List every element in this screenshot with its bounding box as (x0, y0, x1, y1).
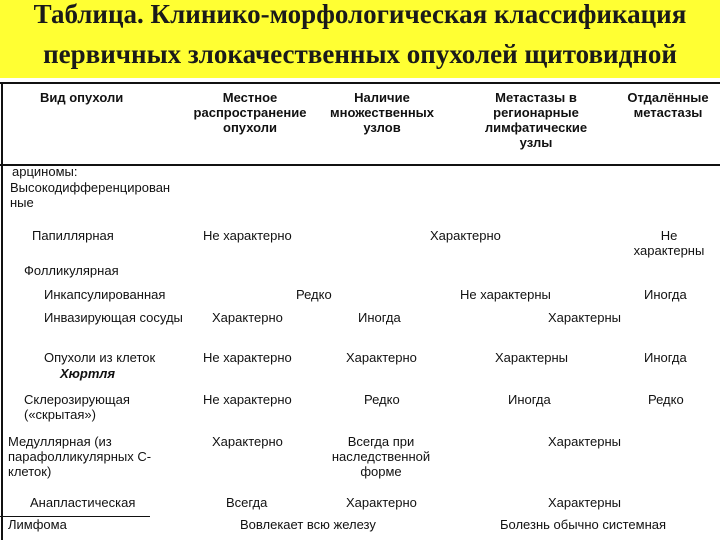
lymphoma-local: Вовлекает всю железу (240, 517, 376, 532)
medullary-regional: Характерны (548, 434, 621, 449)
invasive-regional: Характерны (548, 310, 621, 325)
papillary-name: Папиллярная (32, 228, 114, 243)
anaplastic-regional: Характерны (548, 495, 621, 510)
lymphoma-name: Лимфома (8, 517, 67, 532)
header-type: Вид опухоли (40, 90, 124, 105)
medullary-name: Медуллярная (из парафолликулярных С-клеток) (8, 434, 152, 479)
papillary-local: Не характерно (203, 228, 292, 243)
table-top-border (0, 82, 720, 84)
sclerosing-local: Не характерно (203, 392, 292, 407)
classification-table (0, 82, 720, 540)
anaplastic-local: Всегда (226, 495, 268, 510)
invasive-name: Инвазирующая сосуды (44, 310, 183, 325)
anaplastic-name: Анапластическая (30, 495, 136, 510)
lymphoma-regional: Болезнь обычно системная (500, 517, 667, 532)
header-regional: Метастазы в регионарные лимфатические узлы (484, 90, 588, 150)
invasive-multi: Иногда (358, 310, 401, 325)
slide-title (0, 0, 720, 74)
encaps-distant: Иногда (644, 287, 687, 302)
hurthle-local: Не характерно (203, 350, 292, 365)
title-line-2: первичных злокачественных опухолей щитовидной (43, 39, 677, 69)
medullary-local: Характерно (212, 434, 283, 449)
header-distant: Отдалённые метастазы (627, 90, 709, 120)
encaps-name: Инкапсулированная (44, 287, 166, 302)
carcinoma-label: арциномы: (12, 164, 78, 179)
hurthle-regional: Характерны (495, 350, 568, 365)
title-line-1: Таблица. Клинико-морфологическая классификация (33, 0, 687, 29)
papillary-distant: Не характерны (633, 228, 705, 258)
sclerosing-regional: Иногда (508, 392, 551, 407)
sclerosing-name: Склерозирующая («скрытая») (24, 392, 130, 422)
high-diff-label: Высокодифференцирован ные (10, 180, 171, 210)
sclerosing-multi: Редко (364, 392, 400, 407)
medullary-multi: Всегда при наследственной форме (331, 434, 431, 479)
follicular-label: Фолликулярная (24, 263, 119, 278)
papillary-mid: Характерно (430, 228, 501, 243)
encaps-local: Редко (296, 287, 332, 302)
invasive-local: Характерно (212, 310, 283, 325)
sclerosing-distant: Редко (648, 392, 684, 407)
header-bottom-border (0, 164, 720, 166)
header-local: Местное распространение опухоли (193, 90, 307, 135)
hurthle-name-2: Хюртля (60, 366, 115, 381)
table-left-border (1, 82, 3, 540)
anaplastic-multi: Характерно (346, 495, 417, 510)
hurthle-distant: Иногда (644, 350, 687, 365)
encaps-regional: Не характерны (460, 287, 551, 302)
hurthle-name: Опухоли из клеток (44, 350, 156, 365)
hurthle-multi: Характерно (346, 350, 417, 365)
title-band (0, 0, 720, 78)
header-multi: Наличие множественных узлов (329, 90, 435, 135)
